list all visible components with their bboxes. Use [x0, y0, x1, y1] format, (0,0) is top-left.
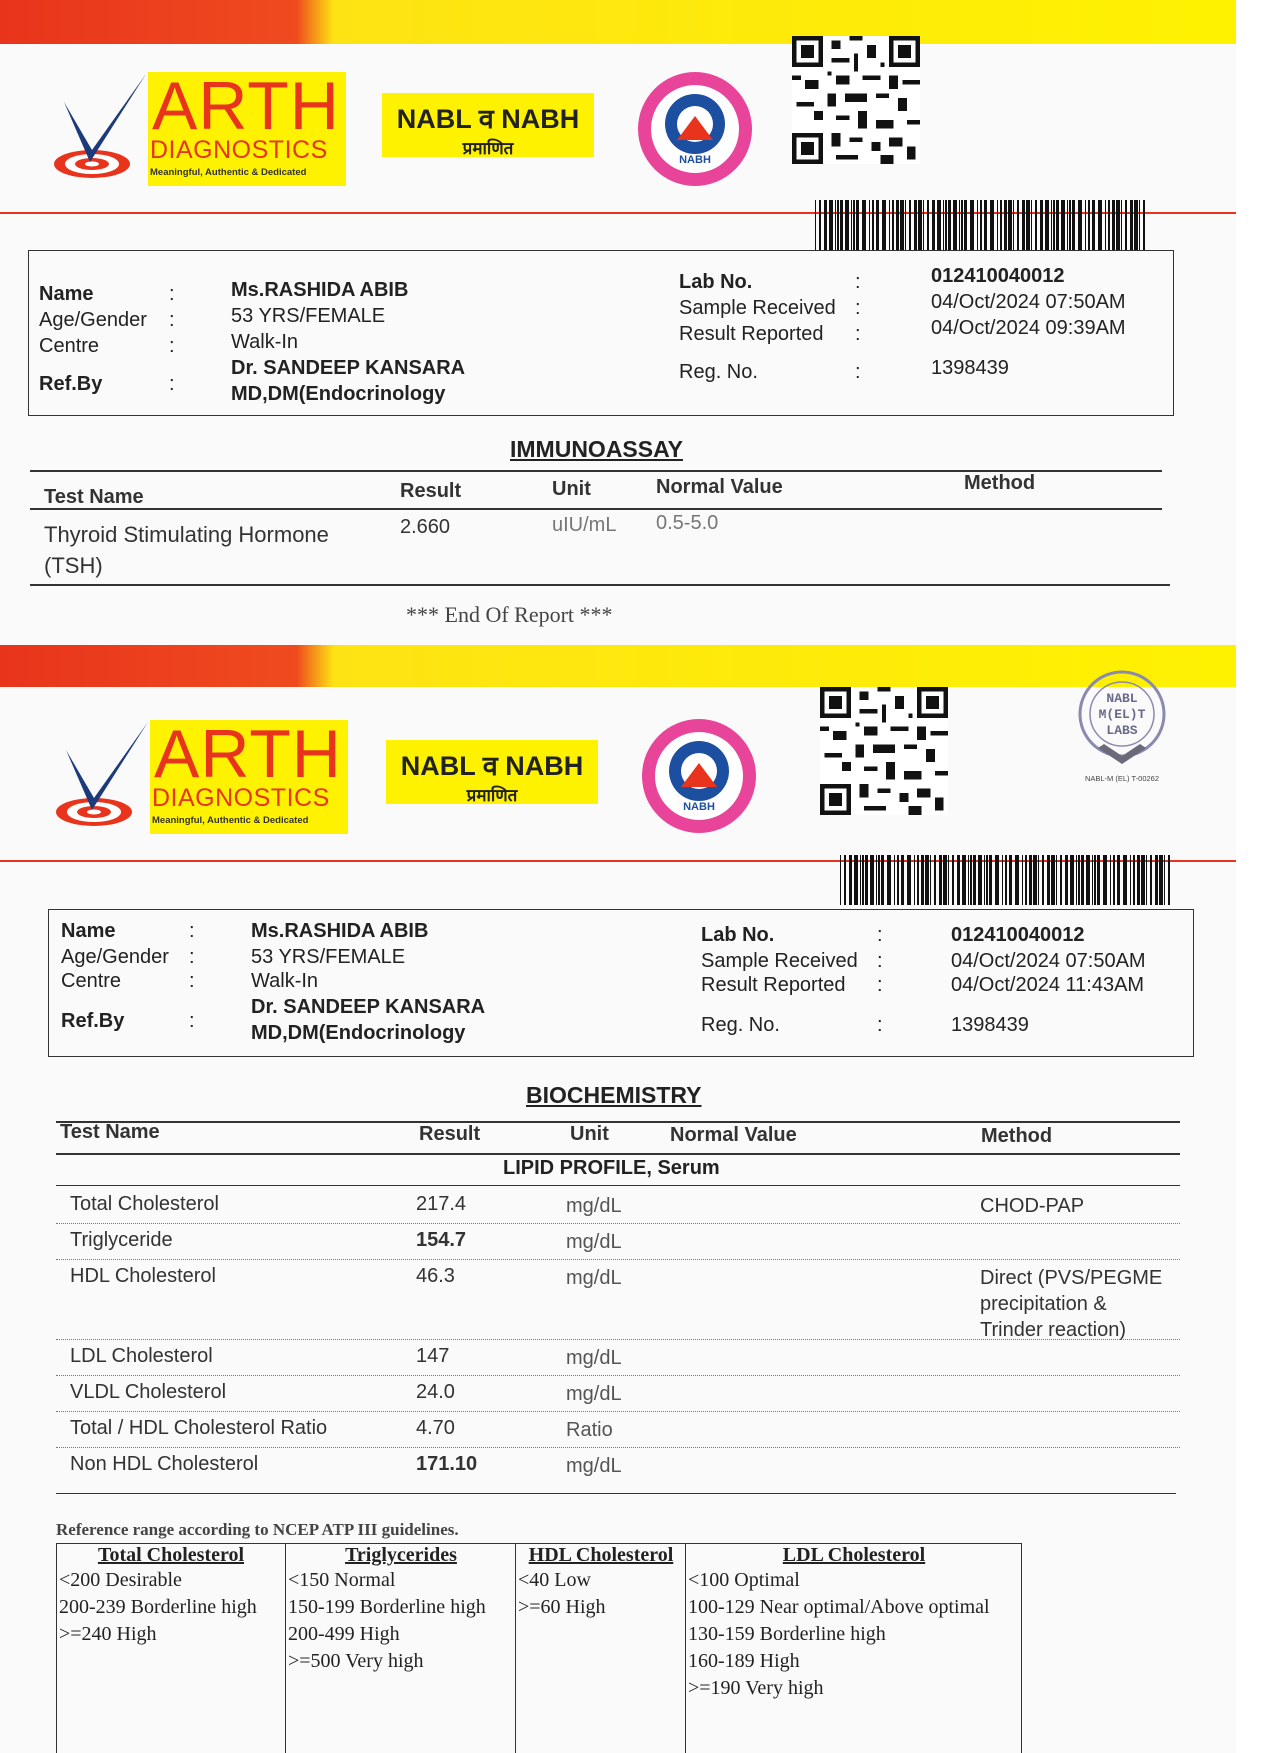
brand-sub: DIAGNOSTICS: [150, 136, 328, 164]
report-sheet-biochemistry: [0, 645, 1236, 1753]
nabh-seal-icon: [636, 70, 754, 188]
reference-range-line: 150-199 Borderline high: [288, 1596, 486, 1618]
reference-range-line: >=190 Very high: [688, 1677, 824, 1699]
label-result-reported: Result Reported: [701, 974, 846, 996]
accreditation-line2: प्रमाणित: [462, 139, 514, 158]
reference-range-line: 200-239 Borderline high: [59, 1596, 257, 1618]
reference-range-line: 200-499 High: [288, 1623, 400, 1645]
result-reported-time: 04/Oct/2024 09:39AM: [931, 317, 1126, 339]
label-reg-no: Reg. No.: [679, 361, 758, 383]
lipid-test-result: 217.4: [416, 1193, 467, 1215]
lipid-test-method: CHOD-PAP: [980, 1195, 1085, 1217]
accreditation-line1: NABL व NABH: [396, 104, 580, 134]
reference-range-line: >=500 Very high: [288, 1650, 424, 1672]
reference-column: [57, 1544, 285, 1753]
label-lab-no: Lab No.: [679, 271, 753, 293]
lipid-test-unit: mg/dL: [566, 1195, 622, 1217]
reference-range-line: 160-189 High: [688, 1650, 800, 1672]
test-name-abbr: (TSH): [44, 553, 103, 578]
label-sample-received: Sample Received: [701, 950, 858, 972]
reference-range-line: <150 Normal: [288, 1569, 396, 1591]
patient-info-box: [28, 250, 1174, 416]
registration-number: 1398439: [931, 357, 1009, 379]
lipid-test-result: 4.70: [416, 1417, 455, 1439]
reference-heading: Total Cholesterol: [97, 1544, 245, 1566]
col-unit: Unit: [552, 478, 591, 500]
nabl-m-seal-icon: [1052, 670, 1192, 785]
colon: :: [189, 920, 195, 942]
label-reg-no: Reg. No.: [701, 1014, 780, 1036]
patient-centre: Walk-In: [231, 331, 299, 353]
colon: :: [189, 946, 195, 968]
reference-column: [515, 1544, 686, 1753]
header-band: [0, 645, 1236, 687]
doctor-qualification: MD,DM(Endocrinology: [251, 1022, 466, 1044]
barcode-icon: [815, 200, 1149, 250]
lipid-test-result: 147: [416, 1345, 450, 1367]
row-separator: [56, 1223, 1180, 1224]
col-unit: Unit: [570, 1123, 609, 1145]
lipid-test-result: 24.0: [416, 1381, 455, 1403]
lipid-test-unit: mg/dL: [566, 1383, 622, 1405]
lipid-test-name: Total Cholesterol: [70, 1193, 219, 1215]
doctor-qualification: MD,DM(Endocrinology: [231, 383, 446, 405]
barcode-icon: [840, 855, 1174, 905]
logo-box: [148, 68, 346, 186]
lipid-test-name: Triglyceride: [70, 1229, 173, 1251]
label-age-gender: Age/Gender: [39, 309, 147, 331]
table-bottom-rule: [56, 1493, 1176, 1494]
lipid-test-method: Trinder reaction): [980, 1319, 1126, 1341]
col-result: Result: [419, 1123, 481, 1145]
svg-text:LABS: LABS: [1106, 723, 1138, 738]
colon: :: [877, 974, 883, 996]
label-lab-no: Lab No.: [701, 924, 775, 946]
colon: :: [855, 297, 861, 319]
test-result: 2.660: [400, 516, 451, 538]
accreditation-badge: [386, 740, 598, 804]
nabh-seal-text: NABH: [679, 154, 711, 166]
reference-title: Reference range according to NCEP ATP III guidelines.: [56, 1520, 459, 1539]
nabl-m-code: NABL-M (EL) T-00262: [1084, 774, 1160, 783]
section-title: IMMUNOASSAY: [510, 436, 683, 462]
accreditation-line2: प्रमाणित: [466, 786, 518, 805]
lipid-test-name: VLDL Cholesterol: [70, 1381, 227, 1403]
brand-name: ARTH: [152, 68, 340, 144]
lipid-test-result: 171.10: [416, 1453, 478, 1475]
panel-title: LIPID PROFILE, Serum: [503, 1157, 720, 1179]
lipid-test-unit: mg/dL: [566, 1347, 622, 1369]
patient-age-gender: 53 YRS/FEMALE: [231, 305, 386, 327]
logo-box: [150, 716, 348, 834]
label-name: Name: [61, 920, 116, 942]
reference-range-line: >=60 High: [518, 1596, 606, 1618]
colon: :: [877, 950, 883, 972]
colon: :: [855, 271, 861, 293]
colon: :: [877, 1014, 883, 1036]
colon: :: [189, 1010, 195, 1032]
brand-tagline: Meaningful, Authentic & Dedicated: [152, 815, 309, 826]
accreditation-badge: [382, 93, 594, 157]
sample-received-time: 04/Oct/2024 07:50AM: [931, 291, 1126, 313]
label-ref-by: Ref.By: [39, 373, 103, 395]
colon: :: [169, 373, 175, 395]
patient-age-gender: 53 YRS/FEMALE: [251, 946, 406, 968]
svg-text:M(EL)T: M(EL)T: [1098, 707, 1146, 722]
table-header-rule: [56, 1153, 1180, 1155]
lipid-test-result: 154.7: [416, 1229, 467, 1251]
col-normal-value: Normal Value: [656, 476, 783, 498]
label-name: Name: [39, 283, 94, 305]
section-title: BIOCHEMISTRY: [526, 1082, 702, 1108]
lipid-test-name: LDL Cholesterol: [70, 1345, 213, 1367]
row-separator: [56, 1259, 1180, 1260]
table-bottom-rule: [30, 584, 1170, 586]
nabh-seal-text: NABH: [683, 801, 715, 813]
reference-range-line: <200 Desirable: [59, 1569, 182, 1591]
qr-code-icon: [820, 687, 948, 815]
lipid-test-name: Non HDL Cholesterol: [70, 1453, 259, 1475]
lipid-test-name: Total / HDL Cholesterol Ratio: [70, 1417, 328, 1439]
checkmark-icon: [62, 720, 152, 820]
lipid-test-unit: Ratio: [566, 1419, 613, 1441]
test-normal-value: 0.5-5.0: [656, 512, 719, 534]
lab-number: 012410040012: [931, 265, 1065, 287]
patient-info-box: [48, 909, 1194, 1057]
brand-tagline: Meaningful, Authentic & Dedicated: [150, 167, 307, 178]
reference-column: [285, 1544, 516, 1753]
reference-range-line: 130-159 Borderline high: [688, 1623, 886, 1645]
lipid-test-unit: mg/dL: [566, 1267, 622, 1289]
reference-range-line: <40 Low: [518, 1569, 591, 1591]
registration-number: 1398439: [951, 1014, 1029, 1036]
row-separator: [56, 1447, 1180, 1448]
referring-doctor: Dr. SANDEEP KANSARA: [231, 357, 466, 379]
patient-name: Ms.RASHIDA ABIB: [231, 279, 409, 301]
brand-name: ARTH: [154, 716, 342, 792]
label-sample-received: Sample Received: [679, 297, 836, 319]
patient-centre: Walk-In: [251, 970, 319, 992]
colon: :: [855, 361, 861, 383]
col-method: Method: [964, 472, 1036, 494]
qr-code-icon: [792, 36, 920, 164]
label-age-gender: Age/Gender: [61, 946, 169, 968]
col-test-name: Test Name: [60, 1121, 160, 1143]
colon: :: [877, 924, 883, 946]
lipid-test-result: 46.3: [416, 1265, 455, 1287]
lipid-test-unit: mg/dL: [566, 1455, 622, 1477]
test-name: Thyroid Stimulating Hormone: [44, 522, 329, 547]
colon: :: [169, 283, 175, 305]
colon: :: [169, 309, 175, 331]
reference-heading: HDL Cholesterol: [528, 1544, 674, 1566]
reference-range-line: <100 Optimal: [688, 1569, 800, 1591]
sample-received-time: 04/Oct/2024 07:50AM: [951, 950, 1146, 972]
label-centre: Centre: [39, 335, 100, 357]
panel-rule: [56, 1185, 1180, 1186]
row-separator: [56, 1411, 1180, 1412]
col-test-name: Test Name: [44, 486, 144, 508]
reference-column: [685, 1544, 1022, 1753]
col-normal-value: Normal Value: [670, 1124, 797, 1146]
result-reported-time: 04/Oct/2024 11:43AM: [951, 974, 1145, 996]
test-unit: uIU/mL: [552, 514, 617, 536]
referring-doctor: Dr. SANDEEP KANSARA: [251, 996, 486, 1018]
row-separator: [56, 1375, 1180, 1376]
patient-name: Ms.RASHIDA ABIB: [251, 920, 429, 942]
label-ref-by: Ref.By: [61, 1010, 125, 1032]
col-method: Method: [981, 1125, 1053, 1147]
checkmark-icon: [60, 72, 150, 172]
table-top-rule: [56, 1121, 1180, 1123]
lipid-test-method: Direct (PVS/PEGME: [980, 1267, 1163, 1289]
lab-number: 012410040012: [951, 924, 1085, 946]
svg-text:NABL: NABL: [1106, 691, 1138, 706]
lipid-test-unit: mg/dL: [566, 1231, 622, 1253]
reference-heading: Triglycerides: [345, 1544, 457, 1566]
colon: :: [189, 970, 195, 992]
reference-range-line: >=240 High: [59, 1623, 157, 1645]
reference-range-table: [56, 1543, 1022, 1753]
col-result: Result: [400, 480, 462, 502]
row-separator: [56, 1339, 1180, 1340]
nabh-seal-icon: [640, 717, 758, 835]
table-header-rule: [30, 508, 1162, 510]
end-of-report: *** End Of Report ***: [406, 602, 613, 627]
label-result-reported: Result Reported: [679, 323, 824, 345]
colon: :: [855, 323, 861, 345]
brand-sub: DIAGNOSTICS: [152, 784, 330, 812]
reference-range-line: 100-129 Near optimal/Above optimal: [688, 1596, 990, 1618]
accreditation-line1: NABL व NABH: [400, 751, 584, 781]
lipid-test-method: precipitation &: [980, 1293, 1107, 1315]
report-sheet-immunoassay: [0, 0, 1236, 650]
header-band: [0, 0, 1236, 44]
label-centre: Centre: [61, 970, 122, 992]
colon: :: [169, 335, 175, 357]
lipid-test-name: HDL Cholesterol: [70, 1265, 216, 1287]
reference-heading: LDL Cholesterol: [782, 1544, 926, 1566]
